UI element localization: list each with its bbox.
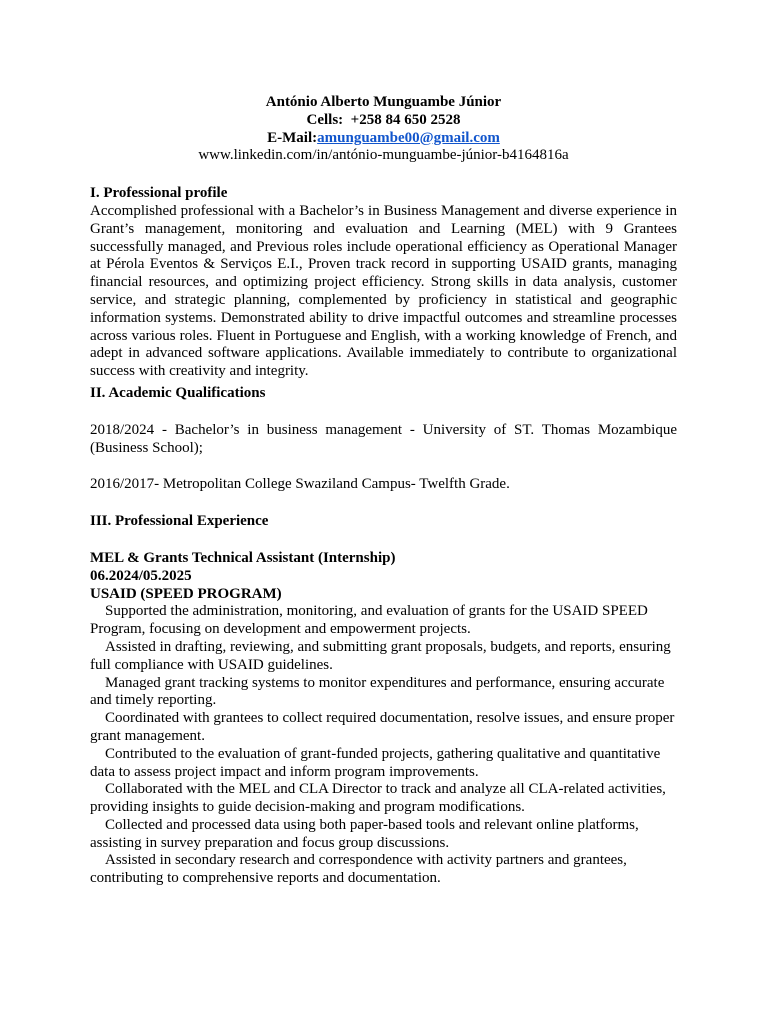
email-label: E-Mail:: [267, 129, 318, 146]
experience-bullet: Managed grant tracking systems to monitor expenditures and performance, ensuring accurate and timely reporting.: [90, 674, 665, 709]
experience-bullet: Collected and processed data using both paper-based tools and relevant online platforms, assisting in survey preparation and focus group discussions.: [90, 816, 639, 851]
academic-heading: II. Academic Qualifications: [90, 384, 266, 401]
academic-item: 2018/2024 - Bachelor’s in business management - University of ST. Thomas Mozambique (Business School);: [90, 421, 677, 456]
profile-text: Accomplished professional with a Bachelor’s in Business Management and diverse experience in Grant’s management, monitoring and evaluation and Learning (MEL) with 9 Grantees successfully managed, and Previous roles include operational efficiency as Operational Manager at Pérola Eventos & Serviços E.I., Proven track record in supporting USAID grants, managing financial resources, and optimizing project efficiency. Strong skills in data analysis, customer service, and strategic planning, complemented by proficiency in statistical and geographic information systems. Demonstrated ability to drive impactful outcomes and streamline processes across various roles. Fluent in Portuguese and English, with a working knowledge of French, and adept in advanced software applications. Available immediately to contribute to organizational success with creativity and integrity.: [90, 202, 677, 380]
phone-line: [90, 112, 677, 130]
phone-number: +258 84 650 2528: [350, 111, 461, 128]
experience-bullet: Contributed to the evaluation of grant-funded projects, gathering qualitative and quantitative data to assess project impact and inform program improvements.: [90, 745, 661, 780]
email-line: [90, 130, 677, 148]
academic-item: 2016/2017- Metropolitan College Swaziland Campus- Twelfth Grade.: [90, 476, 510, 493]
experience-bullet: Coordinated with grantees to collect required documentation, resolve issues, and ensure proper grant management.: [90, 710, 675, 744]
phone-label: Cells:: [306, 111, 344, 128]
profile-heading: I. Professional profile: [90, 185, 228, 202]
resume-content: [90, 94, 677, 888]
job-dates: 06.2024/05.2025: [90, 567, 192, 584]
email-link[interactable]: amunguambe00@gmail.com: [317, 129, 500, 146]
experience-bullet: Assisted in drafting, reviewing, and submitting grant proposals, budgets, and reports, ensuring full compliance with USAID guidelines.: [90, 638, 671, 673]
linkedin-url: www.linkedin.com/in/antónio-munguambe-júnior-b4164816a: [198, 147, 569, 164]
experience-bullet: Supported the administration, monitoring, and evaluation of grants for the USAID SPEED Program, focusing on development and empowerment projects.: [90, 603, 648, 638]
experience-bullet: Assisted in secondary research and correspondence with activity partners and grantees, contributing to comprehensive reports and documentation.: [90, 852, 627, 887]
experience-heading: III. Professional Experience: [90, 513, 269, 530]
candidate-name: António Alberto Munguambe Júnior: [265, 94, 502, 110]
experience-bullet: Collaborated with the MEL and CLA Director to track and analyze all CLA-related activities, providing insights to guide decision-making and program modifications.: [90, 781, 666, 816]
job-employer: USAID (SPEED PROGRAM): [90, 585, 282, 602]
job-title: MEL & Grants Technical Assistant (Internship): [90, 549, 396, 566]
